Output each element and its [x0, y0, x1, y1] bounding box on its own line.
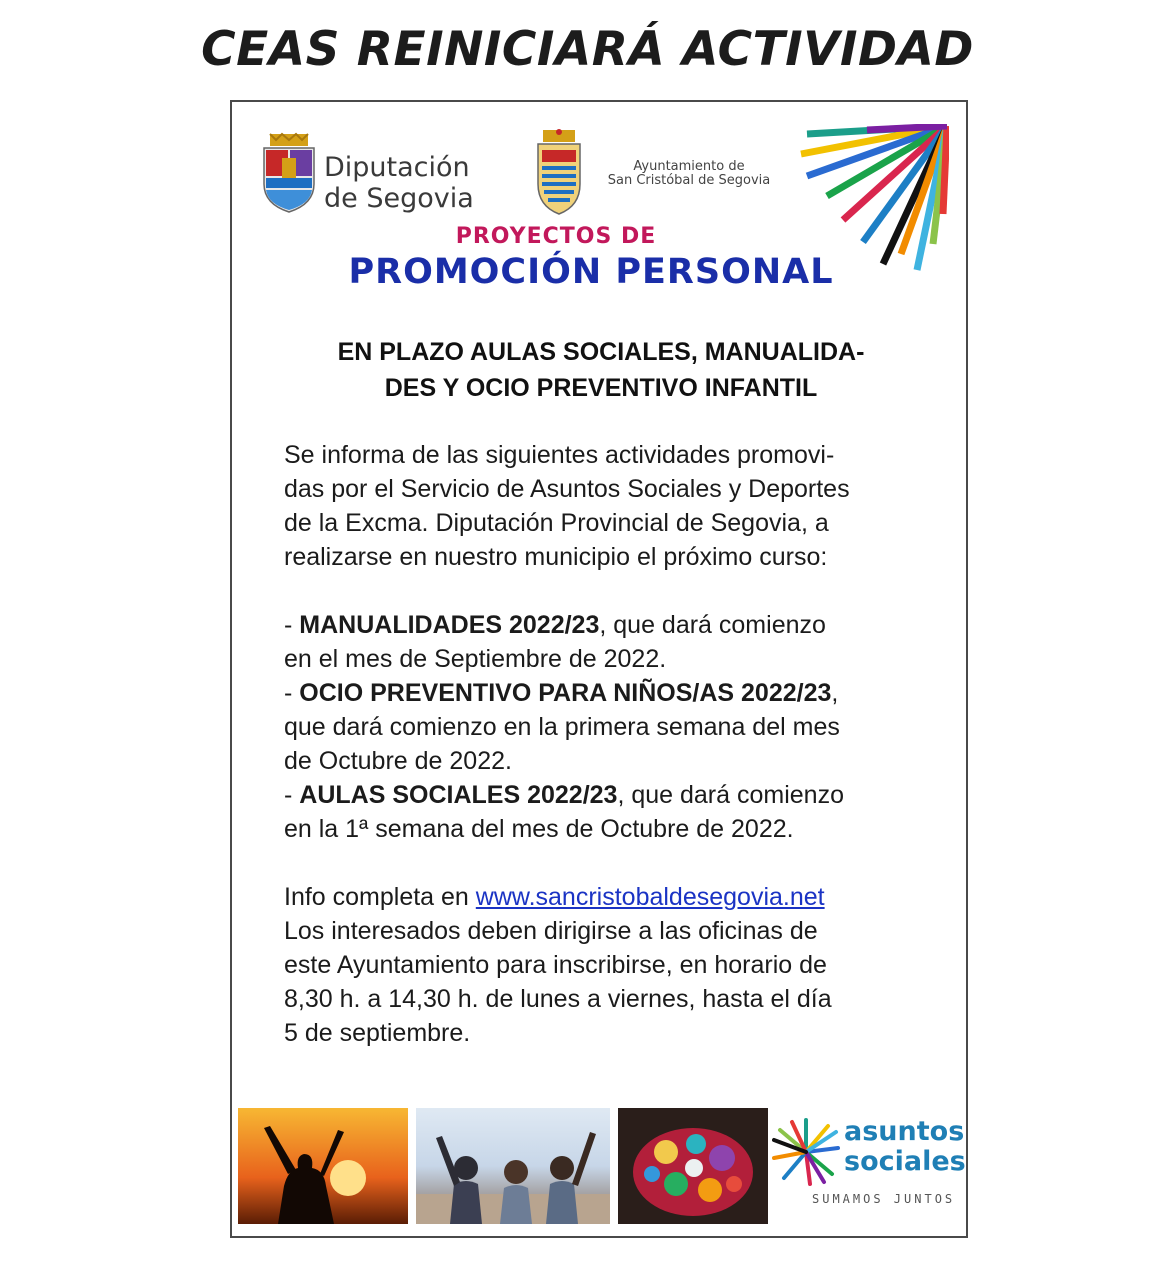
ayuntamiento-line1: Ayuntamiento de: [633, 159, 745, 174]
activity-text: , que dará comienzo: [599, 611, 826, 639]
intro-line: das por el Servicio de Asuntos Sociales y Deportes: [284, 475, 850, 503]
ayuntamiento-name: [594, 160, 784, 188]
info-line: 5 de septiembre.: [284, 1019, 471, 1047]
activity-ocio: [284, 676, 924, 710]
info-line: este Ayuntamiento para inscribirse, en horario de: [284, 951, 827, 979]
activity-text: de Octubre de 2022.: [284, 747, 512, 775]
activity-text: , que dará comienzo: [617, 781, 844, 809]
intro-line: realizarse en nuestro municipio el próximo curso:: [284, 543, 828, 571]
asuntos-sociales-logo: [772, 1110, 966, 1220]
diputacion-coat-of-arms-icon: [260, 132, 318, 214]
info-line: Los interesados deben dirigirse a las oficinas de: [284, 917, 818, 945]
bullet-dash: -: [284, 611, 300, 639]
activity-text: que dará comienzo en la primera semana del mes: [284, 713, 840, 741]
subheading-line1: EN PLAZO AULAS SOCIALES, MANUALIDA-: [337, 338, 865, 366]
activity-title: OCIO PREVENTIVO PARA NIÑOS/AS 2022/23: [299, 679, 832, 707]
body-text: [284, 438, 924, 1050]
sunset-silhouette-photo: [238, 1108, 408, 1224]
sumamos-juntos-tagline: SUMAMOS JUNTOS: [812, 1192, 956, 1206]
info-line: 8,30 h. a 14,30 h. de lunes a viernes, hasta el día: [284, 985, 832, 1013]
activity-manualidades: [284, 608, 924, 642]
proyectos-de-title: PROYECTOS DE: [455, 224, 657, 249]
asuntos-word: asuntos: [844, 1116, 965, 1147]
ayuntamiento-line2: San Cristóbal de Segovia: [607, 173, 771, 188]
bullet-dash: -: [284, 679, 300, 707]
promocion-personal-title: PROMOCIÓN PERSONAL: [348, 252, 834, 292]
sociales-word: sociales: [844, 1146, 966, 1177]
activity-text: en la 1ª semana del mes de Octubre de 2022.: [284, 815, 794, 843]
bullet-dash: -: [284, 781, 300, 809]
diputacion-name: [324, 152, 474, 214]
activity-aulas: [284, 778, 924, 812]
intro-line: Se informa de las siguientes actividades promovi-: [284, 441, 835, 469]
friends-celebrating-photo: [416, 1108, 610, 1224]
diputacion-line2: de Segovia: [324, 183, 474, 214]
website-link[interactable]: www.sancristobaldesegovia.net: [475, 883, 825, 911]
info-prefix: Info completa en: [284, 883, 476, 911]
asuntos-sociales-rays-icon: [772, 1118, 840, 1186]
subheading-line2: DES Y OCIO PREVENTIVO INFANTIL: [384, 374, 818, 402]
activity-text: ,: [831, 679, 839, 707]
info-line: [284, 880, 924, 914]
diputacion-line1: Diputación: [324, 152, 470, 183]
activity-text: en el mes de Septiembre de 2022.: [284, 645, 667, 673]
activity-title: MANUALIDADES 2022/23: [299, 611, 600, 639]
ayuntamiento-coat-of-arms-icon: [534, 128, 584, 216]
poster-frame: [230, 100, 968, 1238]
page-headline: CEAS REINICIARÁ ACTIVIDAD: [201, 22, 974, 77]
activity-title: AULAS SOCIALES 2022/23: [299, 781, 618, 809]
quilling-crafts-photo: [618, 1108, 768, 1224]
intro-line: de la Excma. Diputación Provincial de Segovia, a: [284, 509, 829, 537]
subheading: [282, 334, 920, 406]
